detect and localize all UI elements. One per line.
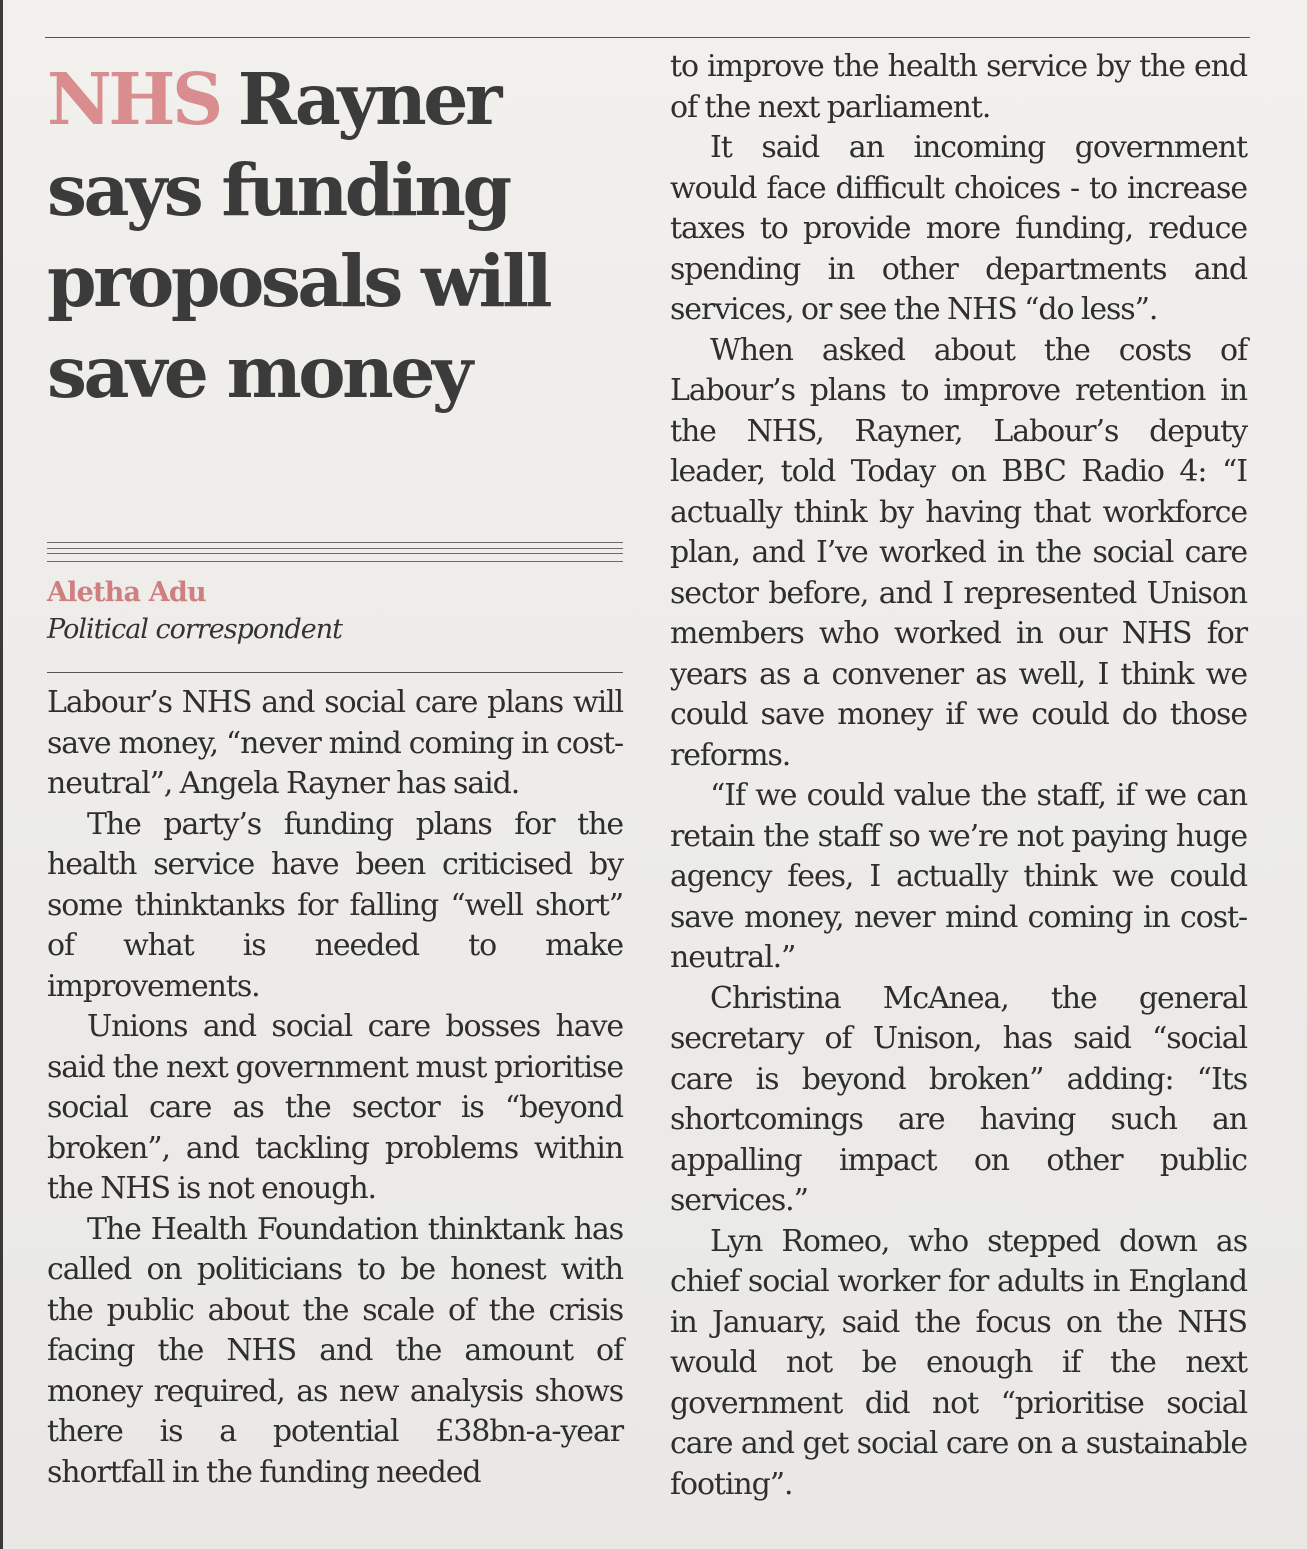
paragraph: Labour’s NHS and social care plans will save money, “never mind coming in cost-neutral”, Angela Rayner has said.	[47, 685, 623, 801]
left-body	[47, 683, 623, 1493]
paragraph: “If we could value the staff, if we can retain the staff so we’re not paying huge agency fees, I actually think we could save money, never mind coming in cost-neutral.”	[670, 778, 1247, 975]
headline-kicker: NHS	[47, 57, 220, 141]
paragraph: The party’s funding plans for the health service have been criticised by some thinktanks for falling “well short” of what is needed to make improvements.	[47, 806, 623, 1004]
left-column	[47, 40, 623, 1493]
body-divider	[47, 672, 623, 673]
paragraph: Unions and social care bosses have said the next government must prioritise social care as the sector is “beyond broken”, and tackling problems within the NHS is not enough.	[47, 1009, 623, 1206]
right-body	[670, 47, 1247, 1505]
author-name: Aletha Adu	[47, 577, 206, 608]
top-divider	[45, 37, 1250, 38]
paragraph: When asked about the costs of Labour’s plans to improve retention in the NHS, Rayner, Labour’s deputy leader, told Today on BBC Radio 4: “I actually think by having that workforce plan, and I’ve worked in the social care sector before, and I represented Unison members who worked in our NHS for years as a convener as well, I think we could save money if we could do those reforms.	[670, 332, 1247, 773]
author-role: Political correspondent	[47, 614, 342, 645]
paragraph: The Health Foundation thinktank has called on politicians to be honest with the public about the scale of the crisis facing the NHS and the amount of money required, as new analysis shows there is a potential £38bn-a-year shortfall in the funding needed	[47, 1211, 623, 1490]
paragraph: to improve the health service by the end of the next parliament.	[670, 49, 1247, 125]
headline-text: Rayner says funding proposals will save money	[47, 57, 550, 414]
right-column	[670, 47, 1247, 1505]
headline	[47, 54, 623, 418]
paragraph: It said an incoming government would face difficult choices - to increase taxes to provide more funding, reduce spending in other departments and services, or see the NHS “do less”.	[670, 130, 1247, 327]
paragraph: Lyn Romeo, who stepped down as chief social worker for adults in England in January, said the focus on the NHS would not be enough if the next government did not “prioritise social care and get social care on a sustainable footing”.	[670, 1223, 1247, 1502]
paragraph: Christina McAnea, the general secretary of Unison, has said “social care is beyond broken” adding: “Its shortcomings are having such an appalling impact on other public services.”	[670, 980, 1247, 1218]
byline-divider	[47, 542, 623, 562]
page-edge	[0, 0, 3, 1549]
